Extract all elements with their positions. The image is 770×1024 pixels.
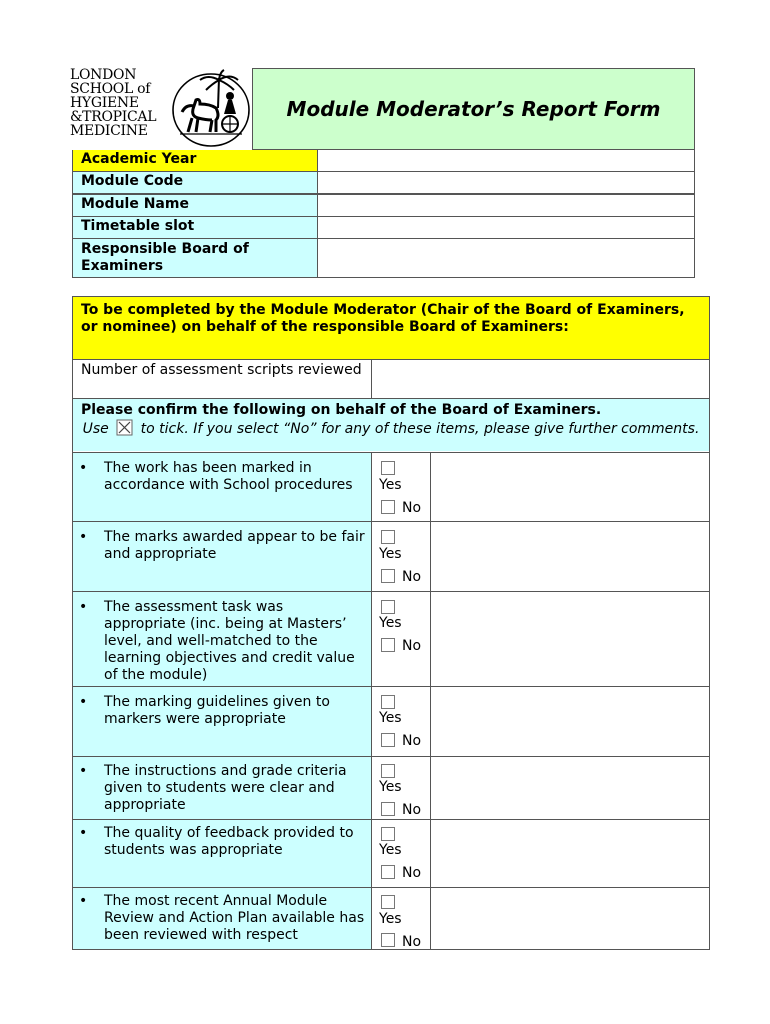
school-crest-icon	[170, 68, 252, 148]
confirm-item	[73, 757, 371, 819]
logo-line: MEDICINE	[70, 123, 148, 139]
bullet: •	[79, 460, 88, 476]
no-label: No	[402, 733, 422, 749]
no-label: No	[402, 638, 422, 654]
no-label: No	[402, 802, 422, 818]
timetable-slot-label: Timetable slot	[72, 217, 318, 238]
no-label: No	[402, 500, 422, 516]
yes-checkbox[interactable]	[381, 764, 395, 778]
form-title-box	[252, 68, 695, 150]
yes-label: Yes	[379, 477, 402, 493]
yes-label: Yes	[379, 546, 402, 562]
yes-label: Yes	[379, 710, 402, 726]
comments-field[interactable]	[430, 757, 709, 819]
comments-field[interactable]	[430, 888, 709, 949]
yes-checkbox[interactable]	[381, 600, 395, 614]
logo-line: SCHOOL of	[70, 81, 151, 97]
yes-label: Yes	[379, 911, 402, 927]
confirm-item	[73, 820, 371, 887]
module-name-label: Module Name	[72, 195, 318, 216]
no-checkbox[interactable]	[381, 933, 395, 947]
item-text: The marking guidelines given to markers were appropriate	[104, 694, 330, 727]
bullet: •	[79, 694, 88, 710]
module-name-field[interactable]	[300, 195, 695, 216]
no-checkbox[interactable]	[381, 569, 395, 583]
academic-year-label: Academic Year	[72, 150, 318, 171]
bullet: •	[79, 599, 88, 615]
info-row-timetable-slot	[72, 217, 695, 239]
no-checkbox[interactable]	[381, 733, 395, 747]
confirm-item	[73, 453, 371, 521]
comments-field[interactable]	[430, 522, 709, 591]
confirm-item	[73, 888, 371, 949]
logo-wordmark	[70, 68, 170, 138]
no-label: No	[402, 934, 422, 950]
comments-field[interactable]	[430, 820, 709, 887]
yes-checkbox[interactable]	[381, 827, 395, 841]
no-checkbox[interactable]	[381, 802, 395, 816]
scripts-reviewed-label: Number of assessment scripts reviewed	[81, 362, 362, 378]
no-checkbox[interactable]	[381, 638, 395, 652]
no-checkbox[interactable]	[381, 500, 395, 514]
comments-field[interactable]	[430, 687, 709, 756]
timetable-slot-field[interactable]	[300, 217, 695, 238]
board-of-examiners-field[interactable]	[300, 239, 695, 277]
item-text: The assessment task was appropriate (inc. being at Masters’ level, and well-matched to the learning objectives and credit value of the module)	[104, 599, 355, 683]
moderator-intro: To be completed by the Module Moderator (Chair of the Board of Examiners, or nominee) on behalf of the responsible Board of Examiners:	[73, 297, 709, 359]
bullet: •	[79, 825, 88, 841]
yes-label: Yes	[379, 615, 402, 631]
yes-checkbox[interactable]	[381, 895, 395, 909]
confirm-item	[73, 522, 371, 591]
confirm-section	[73, 399, 709, 451]
item-text: The marks awarded appear to be fair and appropriate	[104, 529, 365, 562]
comments-field[interactable]	[430, 453, 709, 521]
bullet: •	[79, 893, 88, 909]
logo-line: &TROPICAL	[70, 109, 157, 125]
no-label: No	[402, 569, 422, 585]
academic-year-field[interactable]	[300, 150, 695, 171]
confirm-item	[73, 687, 371, 756]
instruction-use: Use	[82, 421, 109, 437]
school-logo	[70, 68, 252, 148]
yes-label: Yes	[379, 842, 402, 858]
comments-field[interactable]	[430, 592, 709, 686]
item-text: The work has been marked in accordance with School procedures	[104, 460, 353, 493]
moderator-table	[72, 296, 710, 950]
yes-checkbox[interactable]	[381, 530, 395, 544]
confirm-heading: Please confirm the following on behalf of the Board of Examiners.	[81, 402, 602, 418]
bullet: •	[79, 529, 88, 545]
logo-line: LONDON	[70, 67, 137, 83]
confirm-item	[73, 592, 371, 686]
info-row-module-code	[72, 172, 695, 194]
item-text: The instructions and grade criteria given to students were clear and appropriate	[104, 763, 347, 813]
module-code-label: Module Code	[72, 172, 318, 193]
info-row-module-name	[72, 194, 695, 217]
form-title: Module Moderator’s Report Form	[286, 97, 661, 121]
board-of-examiners-label: Responsible Board of Examiners	[72, 239, 318, 277]
yes-checkbox[interactable]	[381, 695, 395, 709]
yes-checkbox[interactable]	[381, 461, 395, 475]
module-code-field[interactable]	[300, 172, 695, 193]
instruction-rest: to tick. If you select “No” for any of these items, please give further comments.	[140, 421, 700, 437]
cross-tick-icon	[116, 419, 133, 436]
item-text: The quality of feedback provided to students was appropriate	[104, 825, 354, 858]
no-checkbox[interactable]	[381, 865, 395, 879]
tick-instruction	[81, 419, 701, 438]
info-row-academic-year	[72, 150, 695, 172]
logo-line: HYGIENE	[70, 95, 139, 111]
yes-label: Yes	[379, 779, 402, 795]
info-row-board-of-examiners	[72, 239, 695, 278]
item-text: The most recent Annual Module Review and Action Plan available has been reviewed with respect	[104, 893, 365, 943]
scripts-reviewed-field[interactable]	[371, 360, 709, 398]
bullet: •	[79, 763, 88, 779]
no-label: No	[402, 865, 422, 881]
